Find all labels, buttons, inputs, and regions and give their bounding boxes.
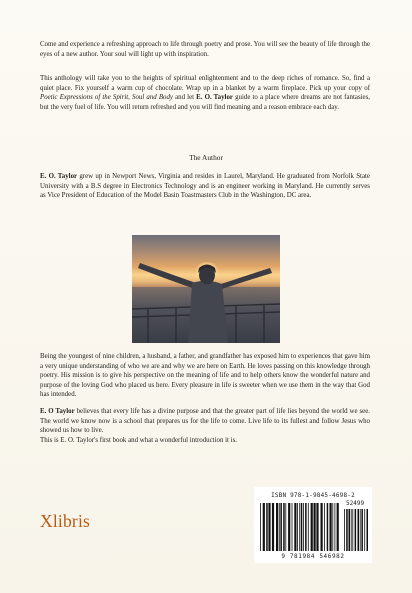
- barcode-bar: [314, 503, 316, 551]
- barcode-bar: [280, 503, 282, 551]
- intro-text-b: and let: [173, 94, 197, 102]
- barcode-addon-bar: [346, 509, 348, 551]
- author-photo: [132, 235, 280, 343]
- barcode-bar: [308, 503, 309, 551]
- barcode-bar: [294, 503, 296, 551]
- barcode-bar: [301, 503, 303, 551]
- barcode-bar: [276, 503, 278, 551]
- barcode-bar: [288, 503, 290, 551]
- barcode-addon-bar: [361, 509, 363, 551]
- barcode-bar: [332, 503, 333, 551]
- barcode-bar: [263, 503, 265, 551]
- barcode-bar: [283, 503, 285, 551]
- barcode-bar: [335, 503, 336, 551]
- barcode-bar: [330, 503, 332, 551]
- author-name: E. O. Taylor: [196, 94, 233, 102]
- barcode-bar: [279, 503, 280, 551]
- belief-author-name: E. O Taylor: [40, 408, 75, 415]
- barcode-bar: [324, 503, 325, 551]
- barcode-addon-bar: [352, 509, 353, 551]
- intro-paragraph-1: Come and experience a refreshing approach to life through poetry and prose. You will see the beauty of life through the eyes of a new author. Your soul will light up with inspiration.: [40, 41, 370, 58]
- publisher-logo: Xlibris: [40, 511, 91, 531]
- intro-paragraph-2: [40, 74, 370, 112]
- barcode-bar: [337, 503, 339, 551]
- barcode-bar: [303, 503, 304, 551]
- barcode-bar: [272, 503, 274, 551]
- barcode-bar: [305, 503, 307, 551]
- barcode-bar: [266, 503, 268, 551]
- barcode-bar: [311, 503, 313, 551]
- barcode: [254, 503, 372, 553]
- intro-text-c: guide to a place where dreams are not fantasies, but the very fuel of life. You will return refreshed and you will find meaning and a reason embrace each day.: [40, 94, 370, 111]
- bio-text: grew up in Newport News, Virginia and resides in Laurel, Maryland. He graduated from Norfolk State University with a B.S degree in Electronics Technology and is an engineer working in Maryland. He currently serves as Vice President of Education of the Model Basin Toastmasters Club in the Washington, DC area.: [40, 173, 370, 200]
- barcode-bar: [321, 503, 323, 551]
- belief-paragraph: [40, 407, 370, 445]
- barcode-addon-bar: [349, 509, 351, 551]
- barcode-addon-bar: [358, 509, 360, 551]
- barcode-box: [254, 487, 372, 563]
- barcode-bar: [316, 503, 318, 551]
- barcode-addon-bar: [367, 509, 369, 551]
- barcode-bar: [292, 503, 293, 551]
- barcode-bar: [285, 503, 286, 551]
- barcode-bar: [268, 503, 270, 551]
- barcode-addon-bar: [344, 509, 345, 551]
- barcode-number: 9 781984 546982: [281, 553, 345, 560]
- price-code: 52499: [346, 500, 365, 507]
- barcode-bar: [327, 503, 329, 551]
- author-bio: [40, 172, 370, 201]
- family-paragraph: Being the youngest of nine children, a husband, a father, and grandfather has exposed him to experiences that gave him a very unique understanding of who we are and why we are here on Earth. He loves passing on this knowledge through poetry. His mission is to give his perspective on the meaning of life and to help others know the wonderful nature and purpose of the loving God who placed us here. Every pleasure in life is sweeter when we use them in the way that God has intended.: [40, 353, 370, 399]
- barcode-addon-bar: [355, 509, 357, 551]
- belief-text: believes that every life has a divine purpose and that the greater part of life lies beyond the world we see. The world we know now is a school that prepares us for the life to come. Live life to its fullest and follow Jesus who showed us how to live.: [40, 408, 370, 435]
- book-title: Poetic Expressions of the Spirit, Soul and Body: [40, 94, 173, 102]
- author-heading: The Author: [189, 153, 223, 162]
- barcode-addon-bar: [360, 509, 361, 551]
- barcode-addon-bar: [351, 509, 352, 551]
- barcode-bar: [299, 503, 300, 551]
- silhouette-figure: [132, 235, 280, 343]
- bio-author-name: E. O. Taylor: [40, 173, 78, 180]
- barcode-bar: [297, 503, 298, 551]
- barcode-bar: [260, 503, 261, 551]
- barcode-addon-bar: [364, 509, 365, 551]
- intro-text-a: This anthology will take you to the heights of spiritual enlightenment and to the deep riches of romance. So, find a quiet place. Fix yourself a warm cup of chocolate. Wrap up in a blanket by a warm fireplace. Pick up your copy of: [40, 75, 370, 92]
- isbn-label: ISBN 978-1-9845-4698-2: [271, 492, 355, 499]
- closing-line: This is E. O. Taylor's first book and what a wonderful introduction it is.: [40, 436, 237, 444]
